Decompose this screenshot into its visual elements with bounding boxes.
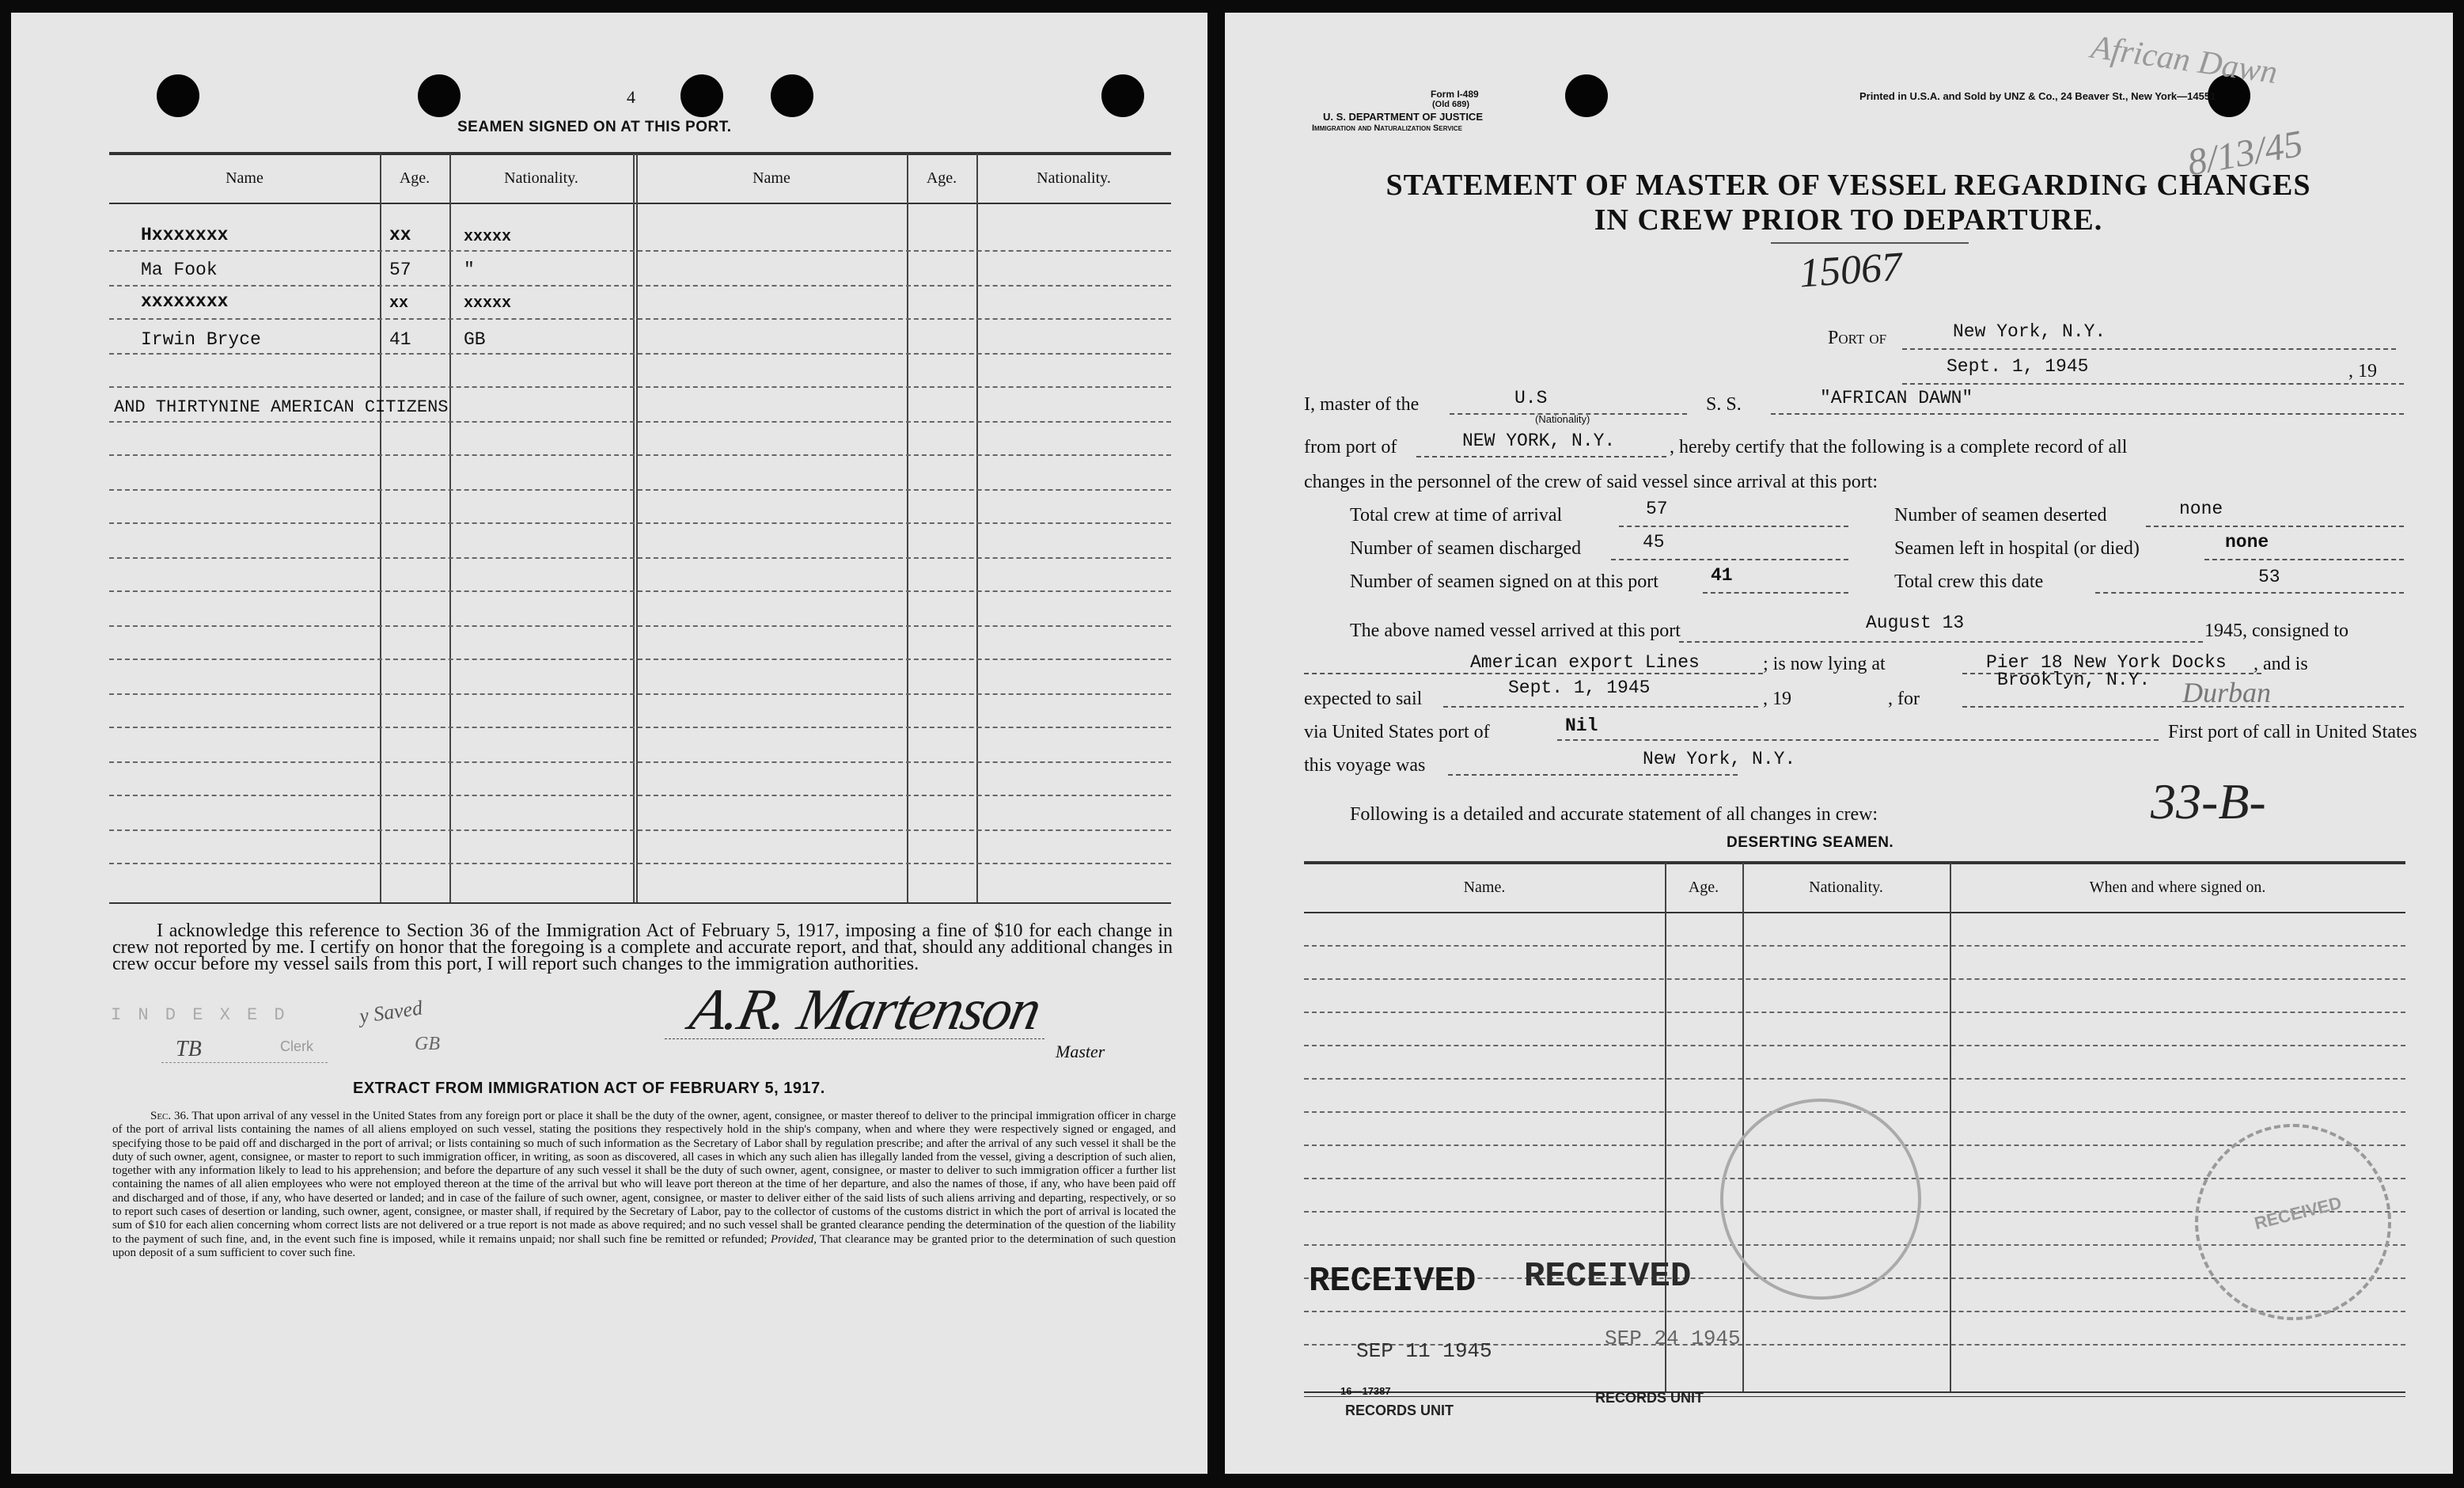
service-name: Immigration and Naturalization Service [1312, 123, 1463, 133]
table-row-name: xxxxxxxx [141, 291, 229, 312]
round-received-stamp [2195, 1124, 2391, 1320]
left-page [11, 13, 1207, 1474]
for-label: , for [1888, 689, 1920, 709]
received-stamp-1: RECEIVED [1309, 1262, 1477, 1301]
citizens-note: AND THIRTYNINE AMERICAN CITIZENS [114, 397, 449, 417]
table-row-name: Hxxxxxxx [141, 225, 229, 245]
extract-tail: That clearance may be granted prior to the determination of such question upon deposit of a sum sufficient to cover such fine. [112, 1232, 1177, 1259]
ss-label: S. S. [1706, 394, 1742, 415]
extract-provided: Provided, [770, 1232, 817, 1246]
changes-text: changes in the personnel of the crew of said vessel since arrival at this port: [1304, 472, 1878, 492]
table-row-nationality: GB [464, 329, 486, 350]
received-date-2: SEP 24 1945 [1605, 1327, 1741, 1350]
from-port-label: from port of [1304, 437, 1397, 457]
sail-label: expected to sail [1304, 689, 1423, 709]
consignee-value: American export Lines [1470, 652, 1700, 673]
form-number: Form I-489 [1431, 89, 1479, 100]
extract-body: That upon arrival of any vessel in the United States from any foreign port or place it shall be the duty of the owner, agent, consignee, or master thereof to deliver to the principal immigration officer in charge of the port of arrival lists containing the names of all aliens employed on such vessel, stating the positions they respectively hold in the ship's company, when and where they were respectively signed or engaged, and specifying those to be paid off and discharged in the port of arrival; or lists containing so much of such information as the Secretary of Labor shall by regulation prescribe; and after the arrival of any such vessel it shall be the duty of such owner, agent, consignee, or master to report to such immigration officer, in writing, as soon as discovered, all cases in which any such alien has illegally landed from the vessel, giving a description of such alien, together with any information likely to lead to his apprehension; and before the departure of any such vessel it shall be the duty of such owner, agent, consignee, or master to deliver to such immigration officer a further list containing the names of all alien employees who were not employed thereon at the time of the arrival but who will leave port thereon at the time of her departure, and also the names of those, if any, who have been paid off and discharged and of those, if any, who have deserted or landed; and in case of the failure of such owner, agent, consignee, or master to deliver either of the said lists of such aliens arriving and departing, respectively, or so to report such cases of desertion or landing, such owner, agent, consignee, or master shall, if required by the Secretary of Labor, pay to the collector of customs of the customs district in which the port of arrival is located the sum of $10 for each alien concerning whom correct lists are not delivered or a true report is not made as above required; and no such vessel shall be granted clearance pending the determination of the question of the liability to the payment of such fine, and, in the event such fine is imposed, while it remains unpaid; nor shall such fine be remitted or refunded; [112, 1110, 1176, 1246]
records-unit-stamp-2: RECORDS UNIT [1595, 1390, 1704, 1406]
vessel-nationality: U.S [1514, 388, 1548, 408]
voyage-label: this voyage was [1304, 755, 1426, 776]
table-row-nationality: xxxxx [464, 228, 512, 246]
round-received-stamp [1720, 1099, 1921, 1300]
extract-title: EXTRACT FROM IMMIGRATION ACT OF FEBRUARY 5, 1917. [353, 1080, 825, 1097]
form-title-line-2: IN CREW PRIOR TO DEPARTURE. [1594, 203, 2103, 237]
col-header-age: Age. [1688, 879, 1719, 896]
hospital-value: none [2225, 532, 2269, 552]
sail-year: , 19 [1763, 689, 1791, 709]
punch-hole [1101, 74, 1144, 117]
table-row-nationality: xxxxx [464, 294, 512, 313]
page-number: 4 [627, 87, 635, 107]
discharged-value: 45 [1643, 532, 1665, 552]
table-row-age: xx [389, 294, 409, 313]
voyage-value: New York, N.Y. [1643, 749, 1796, 769]
nationality-caption: (Nationality) [1535, 413, 1590, 425]
master-of-label: I, master of the [1304, 394, 1420, 415]
hospital-label: Seamen left in hospital (or died) [1894, 538, 2140, 559]
signed-on-value: 41 [1711, 565, 1733, 586]
following-text: Following is a detailed and accurate statement of all changes in crew: [1350, 804, 1878, 825]
lying-value: Pier 18 New York Docks [1986, 652, 2227, 673]
received-stamp-2: RECEIVED [1524, 1257, 1692, 1296]
statement-date: Sept. 1, 1945 [1947, 356, 2089, 377]
handwritten-code: 33-B- [2151, 773, 2266, 829]
handwritten-case-number: 15067 [1798, 244, 1904, 297]
col-header-name: Name [226, 169, 263, 187]
arrived-year: 1945 [2204, 621, 2242, 641]
col-header-nationality: Nationality. [1809, 879, 1883, 896]
total-crew-arrival-value: 57 [1646, 499, 1668, 519]
table-row-name: Irwin Bryce [141, 329, 261, 350]
received-date-1: SEP 11 1945 [1356, 1339, 1492, 1363]
punch-hole [157, 74, 199, 117]
and-is-label: , and is [2254, 654, 2308, 674]
arrived-value: August 13 [1866, 613, 1965, 633]
form-title-line-1: STATEMENT OF MASTER OF VESSEL REGARDING CHANGES [1386, 169, 2311, 202]
year-prefix: , 19 [2348, 361, 2377, 381]
signed-on-label: Number of seamen signed on at this port [1350, 571, 1658, 592]
col-header-name: Name. [1463, 879, 1506, 896]
deserted-label: Number of seamen deserted [1894, 505, 2107, 526]
deserted-value: none [2179, 499, 2223, 519]
round-stamp-text: RECEIVED [2252, 1192, 2344, 1234]
records-unit-stamp-1: RECORDS UNIT [1345, 1403, 1454, 1418]
punch-hole [771, 74, 813, 117]
initials-note: GB [415, 1034, 440, 1054]
col-header-nationality-2: Nationality. [1037, 169, 1111, 187]
deserting-seamen-title: DESERTING SEAMEN. [1727, 834, 1894, 851]
clerk-label: Clerk [280, 1038, 314, 1054]
punch-hole [1565, 74, 1608, 117]
table-row-nationality: " [464, 260, 475, 280]
extract-text [112, 1110, 1176, 1260]
table-row-age: xx [389, 225, 411, 245]
handwritten-note: y Saved [358, 996, 424, 1028]
master-signature: A.R. Martenson [684, 977, 1046, 1042]
port-of-value: New York, N.Y. [1953, 321, 2106, 342]
via-value: Nil [1565, 716, 1598, 736]
total-date-value: 53 [2258, 567, 2280, 587]
indexed-stamp: I N D E X E D [111, 1005, 288, 1025]
master-label: Master [1056, 1042, 1105, 1061]
lying-label: ; is now lying at [1763, 654, 1886, 674]
ship-name: "AFRICAN DAWN" [1820, 388, 1973, 408]
extract-section-label: Sec. 36. [150, 1110, 189, 1122]
from-port-value: NEW YORK, N.Y. [1462, 431, 1616, 451]
acknowledgement-text: I acknowledge this reference to Section 36 of the Immigration Act of February 5, 1917, imposing a fine of $10 for each change in crew not reported by me. I certify on honor that the foregoing is a complete and accurate report, and that, should any additional changes in crew occur before my vessel sails from this port, I will report such changes to the immigration authorities. [112, 921, 1173, 974]
table-row-age: 57 [389, 260, 411, 280]
total-date-label: Total crew this date [1894, 571, 2044, 592]
clerk-initials: TB [176, 1037, 202, 1061]
handwritten-date: 8/13/45 [2184, 122, 2307, 184]
first-port-label: First port of call in United States [2168, 722, 2417, 742]
table-row-name: Ma Fook [141, 260, 218, 280]
col-header-nationality: Nationality. [504, 169, 578, 187]
section-title: SEAMEN SIGNED ON AT THIS PORT. [457, 119, 732, 135]
consigned-label: , consigned to [2242, 621, 2348, 641]
department-name: U. S. DEPARTMENT OF JUSTICE [1323, 111, 1483, 123]
destination-value: Durban [2182, 677, 2272, 708]
discharged-label: Number of seamen discharged [1350, 538, 1582, 559]
arrived-label: The above named vessel arrived at this port [1350, 621, 1681, 641]
lying-value-2: Brooklyn, N.Y. [1997, 670, 2151, 690]
table-row-age: 41 [389, 329, 411, 350]
punch-hole [418, 74, 461, 117]
punch-hole [680, 74, 723, 117]
col-header-name-2: Name [752, 169, 790, 187]
form-old-number: (Old 689) [1432, 100, 1470, 109]
col-header-signed-on: When and where signed on. [2089, 879, 2266, 896]
printer-line: Printed in U.S.A. and Sold by UNZ & Co., 24 Beaver St., New York—14551 [1859, 90, 2216, 102]
col-header-age: Age. [399, 169, 430, 187]
col-header-age-2: Age. [926, 169, 957, 187]
sail-value: Sept. 1, 1945 [1508, 678, 1651, 698]
port-of-label: Port of [1828, 328, 1887, 348]
total-crew-arrival-label: Total crew at time of arrival [1350, 505, 1563, 526]
certify-text: , hereby certify that the following is a complete record of all [1670, 437, 2128, 457]
via-label: via United States port of [1304, 722, 1490, 742]
footer-code: 16—17387 [1340, 1385, 1391, 1397]
handwritten-vessel-name: African Dawn [2088, 28, 2280, 92]
right-page [1225, 13, 2453, 1474]
